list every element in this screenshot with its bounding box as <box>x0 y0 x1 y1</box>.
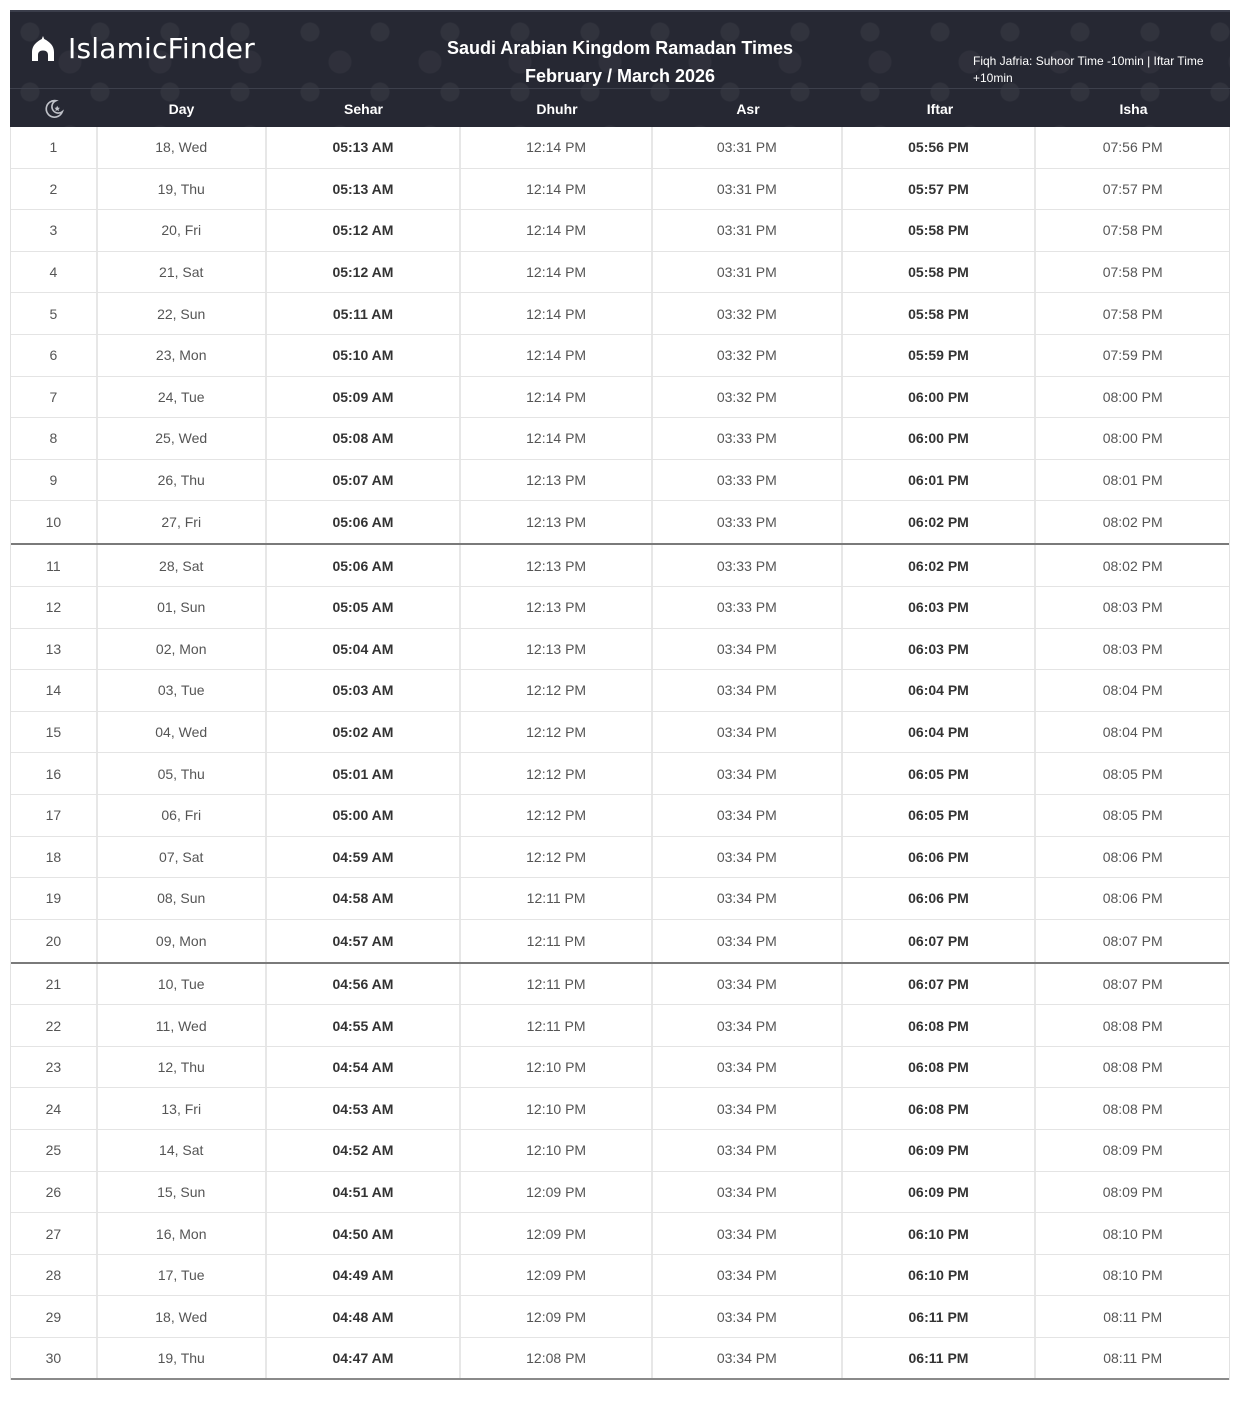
column-headers <box>10 88 1230 128</box>
crescent-moon-icon <box>10 89 97 128</box>
cell-iftar: 06:11 PM <box>843 1296 1037 1337</box>
cell-isha: 08:08 PM <box>1102 1100 1163 1117</box>
cell-date: 25, Wed <box>98 418 267 459</box>
cell-isha: 08:09 PM <box>1102 1142 1163 1159</box>
cell-isha: 08:06 PM <box>1102 890 1163 907</box>
cell-iftar: 06:01 PM <box>843 460 1037 501</box>
cell-date: 07, Sat <box>98 837 267 878</box>
cell-iftar: 06:09 PM <box>843 1172 1037 1213</box>
cell-iftar: 06:02 PM <box>843 545 1037 586</box>
cell-sehar: 04:54 AM <box>267 1047 462 1088</box>
cell-isha: 08:11 PM <box>1103 1308 1163 1325</box>
cell-asr: 03:32 PM <box>653 293 843 334</box>
table-row <box>11 293 1229 335</box>
cell-asr: 03:31 PM <box>653 169 843 210</box>
cell-sehar: 05:05 AM <box>267 587 462 628</box>
table-row <box>11 1005 1229 1047</box>
cell-isha: 08:10 PM <box>1102 1225 1163 1242</box>
cell-sehar: 05:13 AM <box>267 169 462 210</box>
cell-asr: 03:32 PM <box>653 377 843 418</box>
table-row <box>11 418 1229 460</box>
cell-isha: 07:59 PM <box>1102 347 1163 364</box>
cell-asr: 03:33 PM <box>653 545 843 586</box>
cell-date: 03, Tue <box>98 670 267 711</box>
cell-sehar: 05:11 AM <box>267 293 462 334</box>
cell-sehar: 04:48 AM <box>267 1296 462 1337</box>
cell-isha: 08:01 PM <box>1102 472 1163 489</box>
cell-asr: 03:34 PM <box>653 1088 843 1129</box>
cell-dhuhr: 12:14 PM <box>461 418 653 459</box>
cell-ramadan-day: 22 <box>11 1005 98 1046</box>
cell-sehar: 05:01 AM <box>267 753 462 794</box>
cell-date: 16, Mon <box>98 1213 267 1254</box>
cell-iftar: 05:58 PM <box>843 293 1037 334</box>
cell-iftar: 06:05 PM <box>843 753 1037 794</box>
cell-dhuhr: 12:14 PM <box>461 252 653 293</box>
cell-ramadan-day: 25 <box>11 1130 98 1171</box>
ramadan-timetable <box>10 10 1230 1380</box>
cell-sehar: 04:53 AM <box>267 1088 462 1129</box>
cell-ramadan-day: 13 <box>11 629 98 670</box>
cell-isha: 08:02 PM <box>1102 557 1163 574</box>
cell-ramadan-day: 29 <box>11 1296 98 1337</box>
cell-sehar: 04:56 AM <box>267 964 462 1005</box>
cell-ramadan-day: 19 <box>11 878 98 919</box>
cell-dhuhr: 12:14 PM <box>461 293 653 334</box>
cell-asr: 03:31 PM <box>653 252 843 293</box>
page-title <box>430 34 810 90</box>
cell-date: 02, Mon <box>98 629 267 670</box>
cell-sehar: 05:06 AM <box>267 501 462 543</box>
cell-sehar: 05:07 AM <box>267 460 462 501</box>
table-row <box>11 1338 1229 1380</box>
cell-ramadan-day: 3 <box>11 210 98 251</box>
header-iftar: Iftar <box>926 100 954 117</box>
cell-dhuhr: 12:10 PM <box>461 1047 653 1088</box>
cell-asr: 03:33 PM <box>653 460 843 501</box>
cell-sehar: 05:06 AM <box>267 545 462 586</box>
cell-date: 28, Sat <box>98 545 267 586</box>
title-line-1: Saudi Arabian Kingdom Ramadan Times <box>446 38 794 58</box>
cell-isha: 07:58 PM <box>1102 305 1163 322</box>
cell-date: 12, Thu <box>98 1047 267 1088</box>
table-row <box>11 837 1229 879</box>
cell-iftar: 06:05 PM <box>843 795 1037 836</box>
cell-asr: 03:34 PM <box>653 837 843 878</box>
cell-date: 15, Sun <box>98 1172 267 1213</box>
table-row <box>11 670 1229 712</box>
cell-date: 18, Wed <box>98 127 267 168</box>
cell-iftar: 06:06 PM <box>843 878 1037 919</box>
cell-date: 27, Fri <box>98 501 267 543</box>
table-row <box>11 1047 1229 1089</box>
cell-isha: 08:10 PM <box>1102 1267 1163 1284</box>
timetable-header <box>10 10 1230 127</box>
cell-date: 26, Thu <box>98 460 267 501</box>
cell-date: 13, Fri <box>98 1088 267 1129</box>
cell-sehar: 05:09 AM <box>267 377 462 418</box>
cell-asr: 03:34 PM <box>653 964 843 1005</box>
cell-date: 14, Sat <box>98 1130 267 1171</box>
cell-ramadan-day: 4 <box>11 252 98 293</box>
table-row <box>11 1255 1229 1297</box>
cell-sehar: 04:55 AM <box>267 1005 462 1046</box>
table-row <box>11 210 1229 252</box>
cell-iftar: 06:03 PM <box>843 587 1037 628</box>
cell-sehar: 05:13 AM <box>267 127 462 168</box>
cell-iftar: 06:00 PM <box>843 377 1037 418</box>
cell-iftar: 06:10 PM <box>843 1255 1037 1296</box>
cell-ramadan-day: 18 <box>11 837 98 878</box>
table-row <box>11 545 1229 587</box>
cell-dhuhr: 12:09 PM <box>461 1255 653 1296</box>
cell-date: 09, Mon <box>98 920 267 962</box>
cell-iftar: 05:56 PM <box>843 127 1037 168</box>
cell-date: 01, Sun <box>98 587 267 628</box>
cell-date: 19, Thu <box>98 1338 267 1378</box>
cell-dhuhr: 12:12 PM <box>461 712 653 753</box>
cell-dhuhr: 12:13 PM <box>461 460 653 501</box>
table-row <box>11 795 1229 837</box>
cell-date: 17, Tue <box>98 1255 267 1296</box>
title-line-2: February / March 2026 <box>524 66 716 86</box>
cell-sehar: 05:12 AM <box>267 210 462 251</box>
cell-dhuhr: 12:14 PM <box>461 210 653 251</box>
cell-dhuhr: 12:10 PM <box>461 1130 653 1171</box>
table-row <box>11 920 1229 964</box>
cell-iftar: 06:08 PM <box>843 1088 1037 1129</box>
cell-dhuhr: 12:09 PM <box>461 1172 653 1213</box>
cell-iftar: 05:58 PM <box>843 210 1037 251</box>
table-row <box>11 460 1229 502</box>
cell-ramadan-day: 28 <box>11 1255 98 1296</box>
cell-isha: 08:00 PM <box>1102 430 1163 447</box>
cell-ramadan-day: 30 <box>11 1338 98 1378</box>
cell-isha: 07:58 PM <box>1102 264 1163 281</box>
cell-isha: 08:04 PM <box>1102 682 1163 699</box>
cell-date: 23, Mon <box>98 335 267 376</box>
cell-asr: 03:34 PM <box>653 1213 843 1254</box>
cell-asr: 03:32 PM <box>653 335 843 376</box>
cell-dhuhr: 12:14 PM <box>461 377 653 418</box>
cell-isha: 08:06 PM <box>1102 848 1163 865</box>
cell-asr: 03:34 PM <box>653 795 843 836</box>
cell-sehar: 05:00 AM <box>267 795 462 836</box>
cell-date: 22, Sun <box>98 293 267 334</box>
cell-ramadan-day: 9 <box>11 460 98 501</box>
cell-asr: 03:34 PM <box>653 1130 843 1171</box>
cell-iftar: 06:02 PM <box>843 501 1037 543</box>
cell-date: 18, Wed <box>98 1296 267 1337</box>
header-sehar: Sehar <box>344 100 383 117</box>
cell-dhuhr: 12:12 PM <box>461 837 653 878</box>
cell-dhuhr: 12:14 PM <box>461 127 653 168</box>
cell-isha: 08:09 PM <box>1102 1183 1163 1200</box>
cell-date: 08, Sun <box>98 878 267 919</box>
table-row <box>11 335 1229 377</box>
cell-asr: 03:34 PM <box>653 1005 843 1046</box>
cell-isha: 08:03 PM <box>1102 599 1163 616</box>
cell-asr: 03:34 PM <box>653 1047 843 1088</box>
cell-iftar: 06:04 PM <box>843 712 1037 753</box>
cell-iftar: 06:10 PM <box>843 1213 1037 1254</box>
cell-isha: 08:08 PM <box>1102 1017 1163 1034</box>
cell-sehar: 05:04 AM <box>267 629 462 670</box>
cell-sehar: 04:52 AM <box>267 1130 462 1171</box>
cell-iftar: 06:04 PM <box>843 670 1037 711</box>
cell-ramadan-day: 1 <box>11 127 98 168</box>
header-day: Day <box>168 100 195 117</box>
cell-ramadan-day: 16 <box>11 753 98 794</box>
cell-asr: 03:33 PM <box>653 418 843 459</box>
table-row <box>11 1213 1229 1255</box>
cell-ramadan-day: 14 <box>11 670 98 711</box>
cell-ramadan-day: 2 <box>11 169 98 210</box>
cell-date: 21, Sat <box>98 252 267 293</box>
table-row <box>11 252 1229 294</box>
cell-dhuhr: 12:13 PM <box>461 545 653 586</box>
table-row <box>11 878 1229 920</box>
table-row <box>11 377 1229 419</box>
cell-dhuhr: 12:09 PM <box>461 1213 653 1254</box>
table-row <box>11 501 1229 545</box>
cell-asr: 03:34 PM <box>653 1172 843 1213</box>
cell-sehar: 04:57 AM <box>267 920 462 962</box>
cell-iftar: 06:11 PM <box>843 1338 1037 1378</box>
table-row <box>11 1130 1229 1172</box>
cell-asr: 03:34 PM <box>653 670 843 711</box>
cell-dhuhr: 12:08 PM <box>461 1338 653 1378</box>
cell-dhuhr: 12:10 PM <box>461 1088 653 1129</box>
cell-iftar: 06:09 PM <box>843 1130 1037 1171</box>
cell-iftar: 06:08 PM <box>843 1005 1037 1046</box>
cell-isha: 08:08 PM <box>1102 1059 1163 1076</box>
cell-date: 24, Tue <box>98 377 267 418</box>
cell-date: 11, Wed <box>98 1005 267 1046</box>
cell-ramadan-day: 20 <box>11 920 98 962</box>
cell-asr: 03:31 PM <box>653 127 843 168</box>
cell-ramadan-day: 15 <box>11 712 98 753</box>
table-row <box>11 1296 1229 1338</box>
cell-isha: 07:58 PM <box>1102 222 1163 239</box>
cell-dhuhr: 12:12 PM <box>461 753 653 794</box>
cell-dhuhr: 12:12 PM <box>461 670 653 711</box>
table-row <box>11 629 1229 671</box>
cell-asr: 03:34 PM <box>653 712 843 753</box>
cell-asr: 03:31 PM <box>653 210 843 251</box>
cell-iftar: 05:58 PM <box>843 252 1037 293</box>
cell-isha: 08:07 PM <box>1102 975 1163 992</box>
cell-sehar: 04:59 AM <box>267 837 462 878</box>
cell-dhuhr: 12:14 PM <box>461 169 653 210</box>
cell-isha: 07:57 PM <box>1102 180 1163 197</box>
cell-iftar: 06:06 PM <box>843 837 1037 878</box>
mosque-dome-icon <box>28 34 58 64</box>
cell-isha: 08:05 PM <box>1102 765 1163 782</box>
cell-ramadan-day: 21 <box>11 964 98 1005</box>
cell-sehar: 04:49 AM <box>267 1255 462 1296</box>
cell-isha: 08:02 PM <box>1102 514 1163 531</box>
cell-dhuhr: 12:12 PM <box>461 795 653 836</box>
cell-sehar: 05:10 AM <box>267 335 462 376</box>
cell-sehar: 04:58 AM <box>267 878 462 919</box>
timetable-body <box>10 127 1230 1380</box>
cell-iftar: 06:00 PM <box>843 418 1037 459</box>
cell-isha: 07:56 PM <box>1102 139 1163 156</box>
cell-isha: 08:07 PM <box>1102 932 1163 949</box>
cell-ramadan-day: 8 <box>11 418 98 459</box>
cell-ramadan-day: 5 <box>11 293 98 334</box>
cell-dhuhr: 12:09 PM <box>461 1296 653 1337</box>
cell-asr: 03:34 PM <box>653 1338 843 1378</box>
cell-sehar: 04:47 AM <box>267 1338 462 1378</box>
cell-iftar: 06:07 PM <box>843 920 1037 962</box>
cell-dhuhr: 12:14 PM <box>461 335 653 376</box>
cell-ramadan-day: 10 <box>11 501 98 543</box>
cell-dhuhr: 12:13 PM <box>461 629 653 670</box>
cell-isha: 08:03 PM <box>1102 640 1163 657</box>
cell-dhuhr: 12:13 PM <box>461 501 653 543</box>
cell-asr: 03:34 PM <box>653 629 843 670</box>
cell-iftar: 05:57 PM <box>843 169 1037 210</box>
cell-sehar: 04:51 AM <box>267 1172 462 1213</box>
cell-iftar: 06:07 PM <box>843 964 1037 1005</box>
cell-date: 19, Thu <box>98 169 267 210</box>
cell-asr: 03:34 PM <box>653 753 843 794</box>
cell-asr: 03:34 PM <box>653 1255 843 1296</box>
cell-dhuhr: 12:11 PM <box>461 878 653 919</box>
cell-asr: 03:34 PM <box>653 878 843 919</box>
table-row <box>11 127 1229 169</box>
cell-date: 05, Thu <box>98 753 267 794</box>
table-row <box>11 1172 1229 1214</box>
cell-date: 04, Wed <box>98 712 267 753</box>
header-asr: Asr <box>736 100 760 117</box>
cell-dhuhr: 12:11 PM <box>461 1005 653 1046</box>
cell-ramadan-day: 27 <box>11 1213 98 1254</box>
brand-logo <box>28 32 255 65</box>
header-dhuhr: Dhuhr <box>536 100 578 117</box>
cell-ramadan-day: 7 <box>11 377 98 418</box>
cell-dhuhr: 12:11 PM <box>461 920 653 962</box>
fiqh-note: Fiqh Jafria: Suhoor Time -10min | Iftar Time +10min <box>973 54 1204 85</box>
cell-asr: 03:34 PM <box>653 920 843 962</box>
table-row <box>11 964 1229 1006</box>
cell-date: 20, Fri <box>98 210 267 251</box>
cell-isha: 08:05 PM <box>1102 807 1163 824</box>
header-isha: Isha <box>1119 100 1148 117</box>
cell-ramadan-day: 24 <box>11 1088 98 1129</box>
table-row <box>11 1088 1229 1130</box>
cell-ramadan-day: 23 <box>11 1047 98 1088</box>
cell-ramadan-day: 12 <box>11 587 98 628</box>
cell-asr: 03:33 PM <box>653 587 843 628</box>
cell-ramadan-day: 26 <box>11 1172 98 1213</box>
cell-dhuhr: 12:11 PM <box>461 964 653 1005</box>
brand-name: IslamicFinder <box>68 32 255 65</box>
cell-date: 06, Fri <box>98 795 267 836</box>
cell-date: 10, Tue <box>98 964 267 1005</box>
cell-iftar: 06:08 PM <box>843 1047 1037 1088</box>
cell-asr: 03:34 PM <box>653 1296 843 1337</box>
cell-isha: 08:00 PM <box>1102 388 1163 405</box>
cell-sehar: 05:12 AM <box>267 252 462 293</box>
cell-asr: 03:33 PM <box>653 501 843 543</box>
cell-iftar: 05:59 PM <box>843 335 1037 376</box>
cell-sehar: 05:03 AM <box>267 670 462 711</box>
cell-isha: 08:04 PM <box>1102 724 1163 741</box>
cell-sehar: 04:50 AM <box>267 1213 462 1254</box>
cell-dhuhr: 12:13 PM <box>461 587 653 628</box>
table-row <box>11 587 1229 629</box>
cell-ramadan-day: 11 <box>11 545 98 586</box>
table-row <box>11 712 1229 754</box>
cell-sehar: 05:08 AM <box>267 418 462 459</box>
cell-sehar: 05:02 AM <box>267 712 462 753</box>
table-row <box>11 169 1229 211</box>
cell-iftar: 06:03 PM <box>843 629 1037 670</box>
cell-ramadan-day: 6 <box>11 335 98 376</box>
cell-ramadan-day: 17 <box>11 795 98 836</box>
cell-isha: 08:11 PM <box>1103 1349 1163 1366</box>
table-row <box>11 753 1229 795</box>
